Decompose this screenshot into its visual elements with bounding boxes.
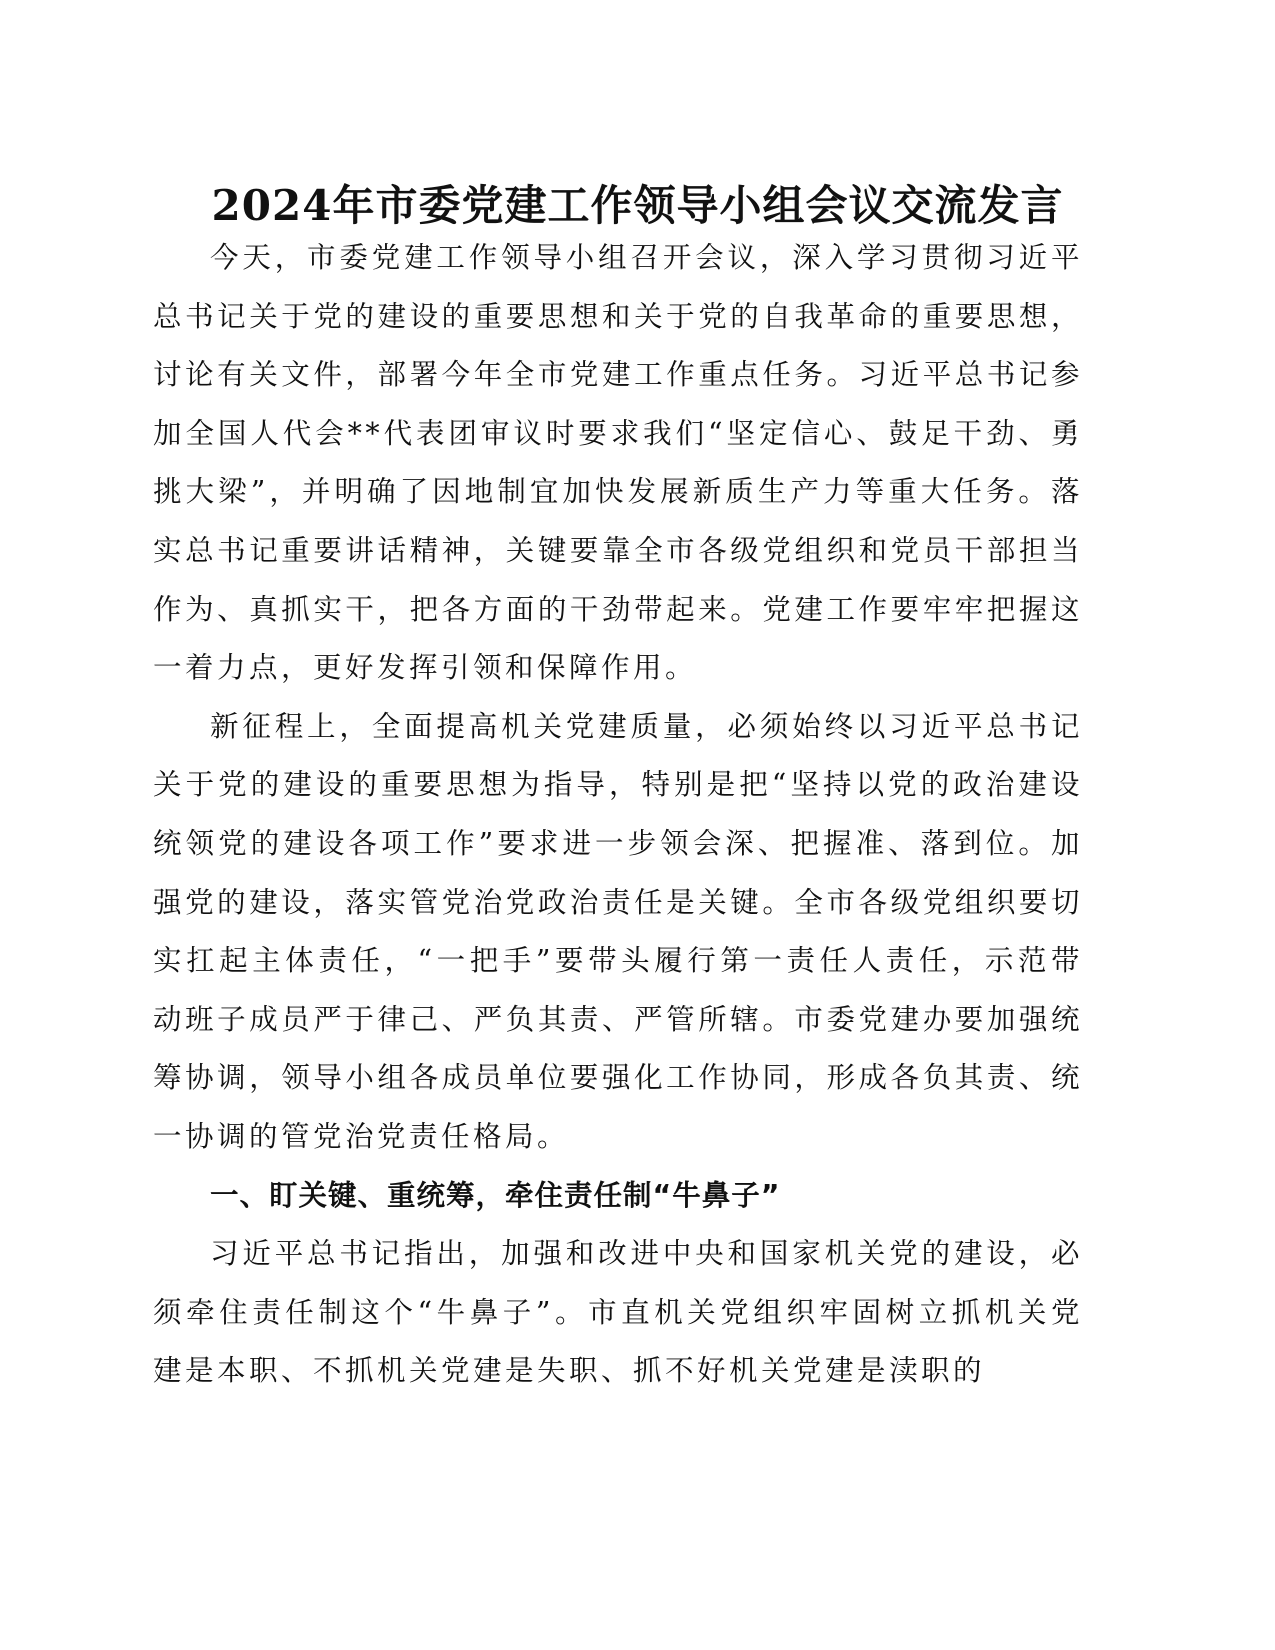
paragraph-intro: 今天，市委党建工作领导小组召开会议，深入学习贯彻习近平总书记关于党的建设的重要思想和关于党的自我革命的重要思想，讨论有关文件，部署今年全市党建工作重点任务。习近平总书记参加全国人代会**代表团审议时要求我们“坚定信心、鼓足干劲、勇挑大梁”，并明确了因地制宜加快发展新质生产力等重大任务。落实总书记重要讲话精神，关键要靠全市各级党组织和党员干部担当作为、真抓实干，把各方面的干劲带起来。党建工作要牢牢把握这一着力点，更好发挥引领和保障作用。 <box>153 241 1083 685</box>
paragraph-new-journey: 新征程上，全面提高机关党建质量，必须始终以习近平总书记关于党的建设的重要思想为指导，特别是把“坚持以党的政治建设统领党的建设各项工作”要求进一步领会深、把握准、落到位。加强党的建设，落实管党治党政治责任是关键。全市各级党组织要切实扛起主体责任，“一把手”要带头履行第一责任人责任，示范带动班子成员严于律己、严负其责、严管所辖。市委党建办要加强统筹协调，领导小组各成员单位要强化工作协同，形成各负其责、统一协调的管党治党责任格局。 <box>153 709 1083 1153</box>
document-body <box>153 229 1083 1401</box>
section-heading-1: 一、盯关键、重统筹，牵住责任制“牛鼻子” <box>210 1178 781 1212</box>
section-1-paragraph: 习近平总书记指出，加强和改进中央和国家机关党的建设，必须牵住责任制这个“牛鼻子”。市直机关党组织牢固树立抓机关党建是本职、不抓机关党建是失职、抓不好机关党建是渎职的 <box>153 1237 1083 1388</box>
document-title: 2024年市委党建工作领导小组会议交流发言 <box>211 181 1064 230</box>
